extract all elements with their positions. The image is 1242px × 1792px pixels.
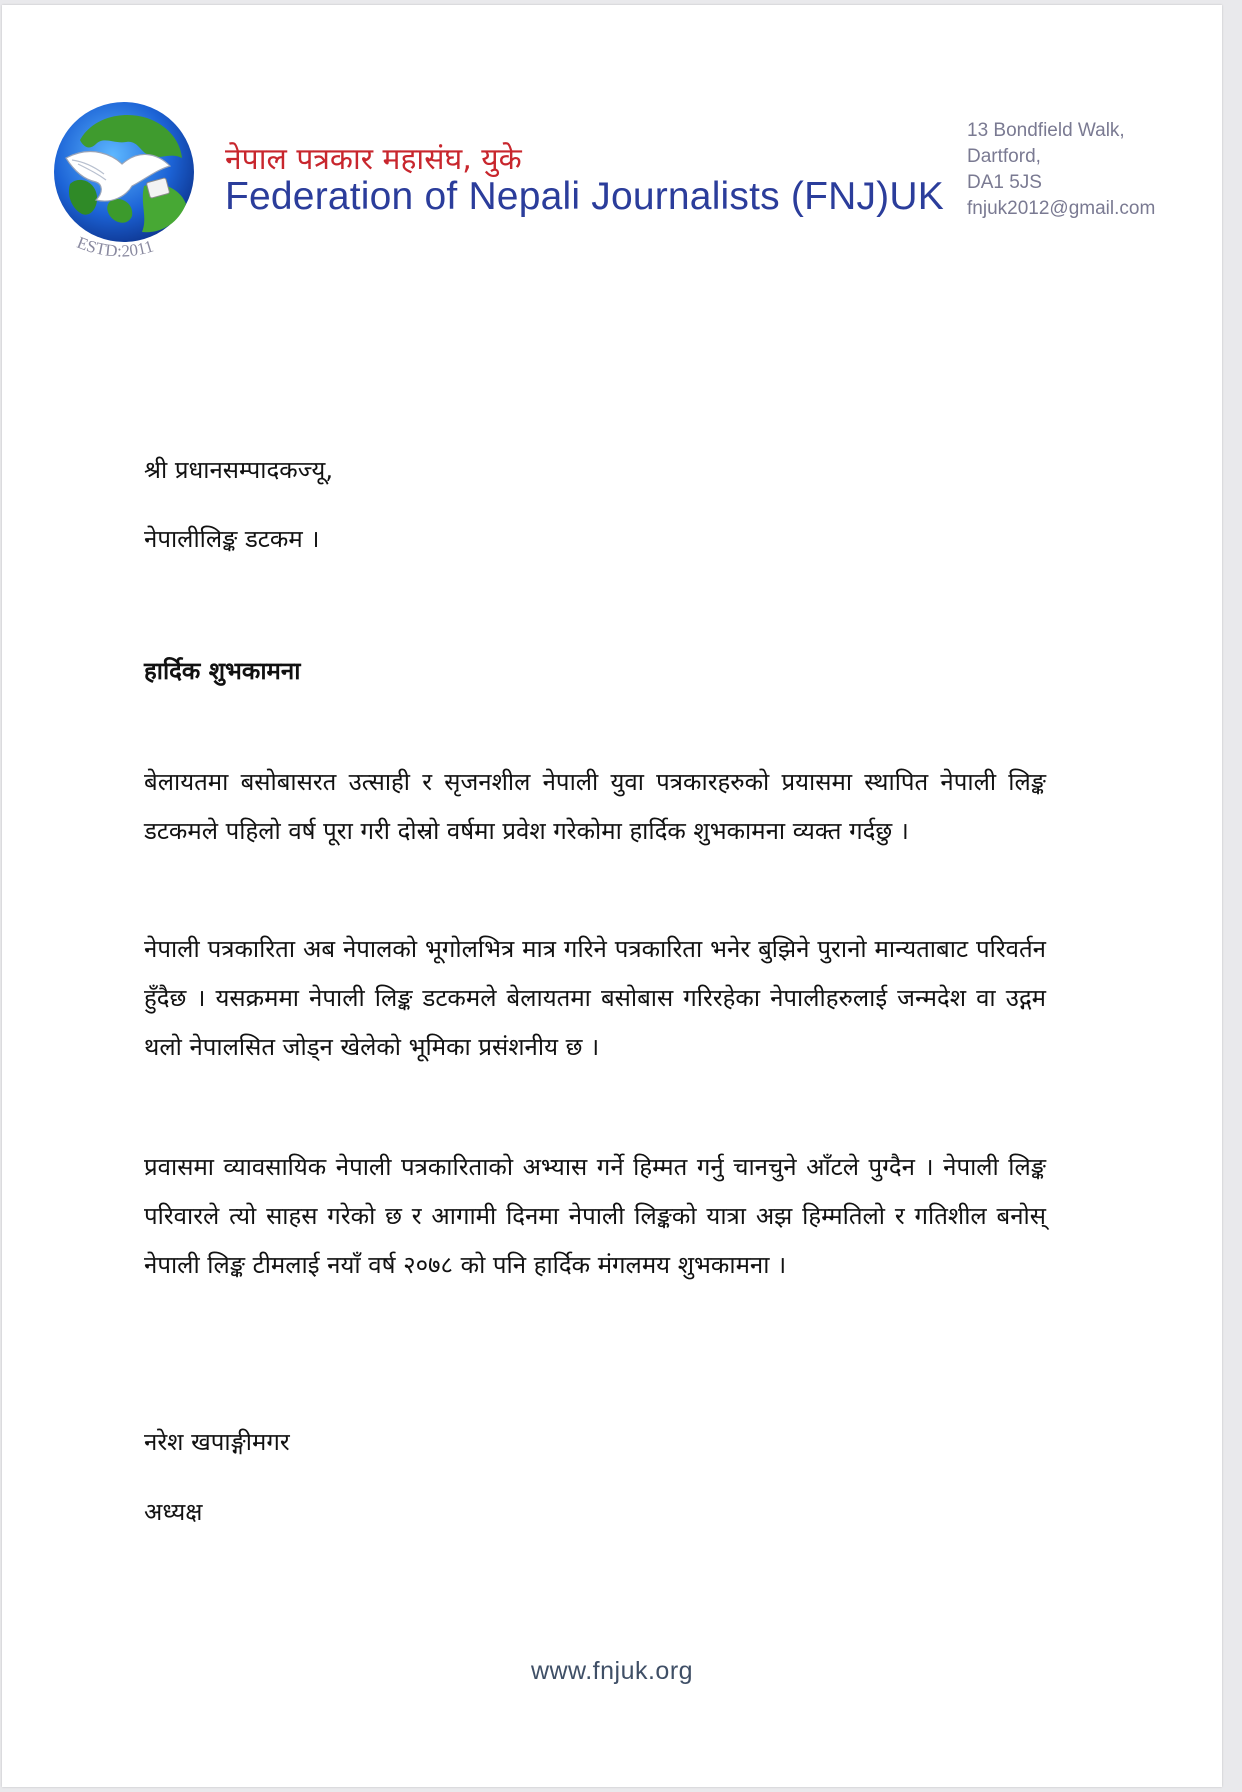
address-email: fnjuk2012@gmail.com <box>967 198 1156 219</box>
signatory-title: अध्यक्ष <box>144 1498 203 1526</box>
letter-paragraph: नेपाली पत्रकारिता अब नेपालको भूगोलभित्र मात्र गरिने पत्रकारिता भनेर बुझिने पुरानो मान्यताबाट परिवर्तन हुँदैछ । यसक्रममा नेपाली लिङ्क डटकमले बेलायतमा बसोबास गरिरहेका नेपालीहरुलाई जन्मदेश वा उद्गम थलो नेपालसित जोड्न खेलेको भूमिका प्रसंशनीय छ । <box>144 935 1046 1061</box>
org-name-nepali: नेपाल पत्रकार महासंघ, युके <box>225 142 522 177</box>
letter-page <box>2 5 1222 1787</box>
address-postcode: DA1 5JS <box>967 172 1042 193</box>
address-line: 13 Bondfield Walk, <box>967 120 1125 141</box>
recipient-publication: नेपालीलिङ्क डटकम । <box>144 525 320 553</box>
org-address <box>967 118 1155 222</box>
footer-website: www.fnjuk.org <box>530 1657 694 1685</box>
fnj-globe-dove-logo <box>52 100 202 270</box>
org-name-english: Federation of Nepali Journalists (FNJ)UK <box>225 175 944 218</box>
letter-subject: हार्दिक शुभकामना <box>144 657 301 685</box>
letter-paragraph: बेलायतमा बसोबासरत उत्साही र सृजनशील नेपाली युवा पत्रकारहरुको प्रयासमा स्थापित नेपाली लिङ्क डटकमले पहिलो वर्ष पूरा गरी दोस्रो वर्षमा प्रवेश गरेकोमा हार्दिक शुभकामना व्यक्त गर्दछु । <box>144 768 1046 845</box>
letter-paragraph: प्रवासमा व्यावसायिक नेपाली पत्रकारिताको अभ्यास गर्ने हिम्मत गर्नु चानचुने आँटले पुग्दैन । नेपाली लिङ्क परिवारले त्यो साहस गरेको छ र आगामी दिनमा नेपाली लिङ्कको यात्रा अझ हिम्मतिलो र गतिशील बनोस् नेपाली लिङ्क टीमलाई नयाँ वर्ष २०७८ को पनि हार्दिक मंगलमय शुभकामना । <box>144 1153 1046 1279</box>
address-line: Dartford, <box>967 146 1041 167</box>
recipient-line: श्री प्रधानसम्पादकज्यू, <box>144 456 333 484</box>
logo-estd-text: ESTD:2011 <box>74 232 156 261</box>
signatory-name: नरेश खपाङ्गीमगर <box>144 1428 290 1456</box>
